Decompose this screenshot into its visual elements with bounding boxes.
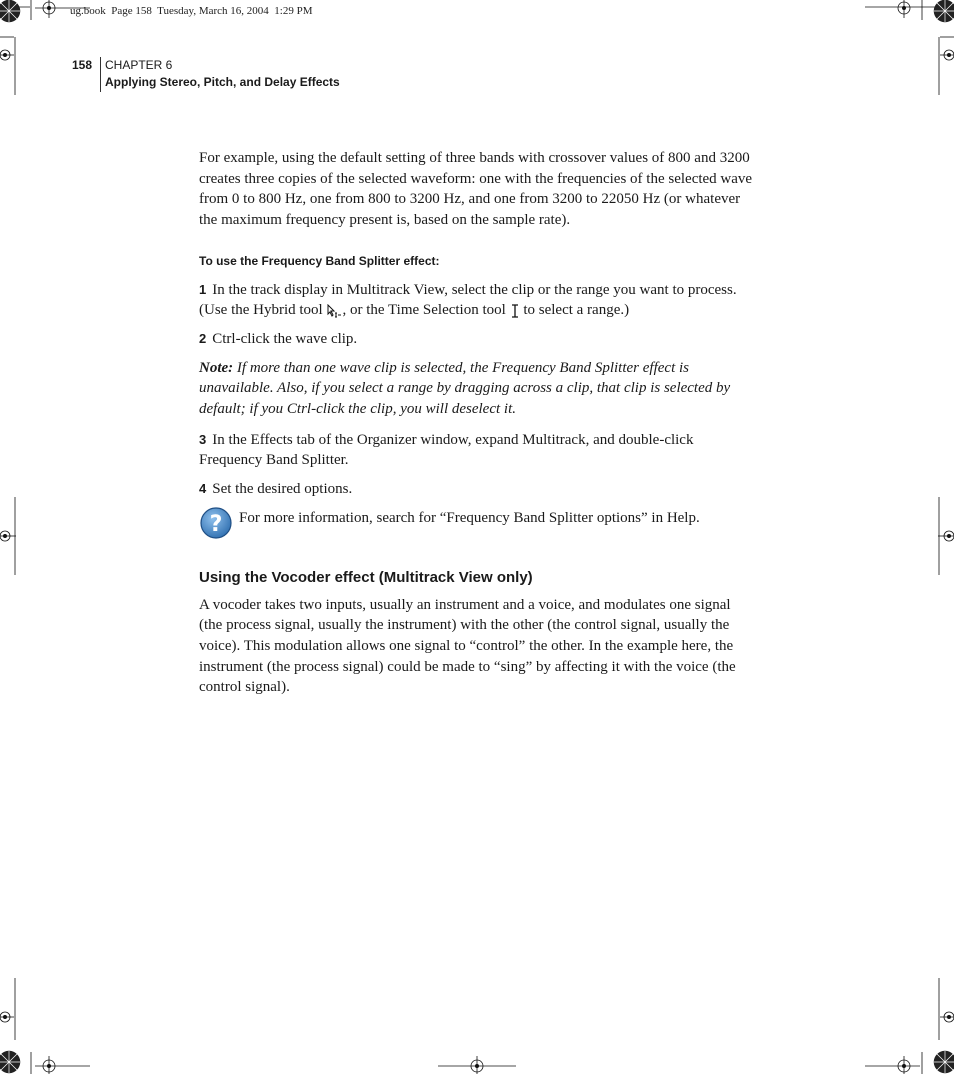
page-number: 158 xyxy=(72,58,93,72)
tip-text: For more information, search for “Frequency Band Splitter options” in Help. xyxy=(239,509,700,526)
step-1 xyxy=(199,280,757,321)
help-question-icon xyxy=(199,506,233,540)
step-number: 1 xyxy=(199,281,207,297)
note-label: Note: xyxy=(199,359,234,376)
step-text: Ctrl-click the wave clip. xyxy=(212,330,358,347)
step-2 xyxy=(199,329,757,350)
step-text: to select a range.) xyxy=(523,302,630,319)
step-3 xyxy=(199,430,757,471)
procedure-heading: To use the Frequency Band Splitter effect: xyxy=(199,253,440,268)
section-heading: Using the Vocoder effect (Multitrack View only) xyxy=(199,568,533,586)
svg-text:?: ? xyxy=(209,511,223,537)
step-text: Set the desired options. xyxy=(212,481,353,498)
note xyxy=(199,358,757,420)
hybrid-tool-icon xyxy=(326,304,342,318)
chapter-title: Applying Stereo, Pitch, and Delay Effects xyxy=(105,75,340,89)
time-selection-tool-icon xyxy=(510,304,520,318)
chapter-label: CHAPTER 6 xyxy=(105,58,173,72)
help-tip xyxy=(199,508,757,540)
step-number: 2 xyxy=(199,330,207,346)
step-4 xyxy=(199,479,757,500)
section-paragraph: A vocoder takes two inputs, usually an instrument and a voice, and modulates one signal (the process signal, usually the instrument) with the other (the control signal, usually the voice). This modulation allows one signal to “control” the other. In the example here, the instrument (the process signal) could be made to “sing” by affecting it with the voice (the control signal). xyxy=(199,596,736,696)
main-content xyxy=(199,148,757,698)
note-text: If more than one wave clip is selected, the Frequency Band Splitter effect is unavailable. Also, if you select a range by dragging across a clip, that clip is selected by default; if you Ctrl-click the clip, you will deselect it. xyxy=(199,359,731,418)
step-text: , or the Time Selection tool xyxy=(342,302,506,319)
step-number: 4 xyxy=(199,481,207,497)
step-text: In the Effects tab of the Organizer window, expand Multitrack, and double-click Frequency Band Splitter. xyxy=(199,431,694,469)
step-number: 3 xyxy=(199,431,207,447)
intro-paragraph: For example, using the default setting of three bands with crossover values of 800 and 3200 creates three copies of the selected waveform: one with the frequencies of the selected wave from 0 to 800 Hz, one from 800 to 3200 Hz, and one from 3200 to 22050 Hz (or whatever the maximum frequency present is, based on the sample rate). xyxy=(199,150,753,229)
header-divider xyxy=(100,57,101,92)
step-text: In the track display in Multitrack View, select the clip or the range you want to process. (Use the Hybrid tool xyxy=(199,281,737,319)
print-slug: ug.book Page 158 Tuesday, March 16, 2004 1:29 PM xyxy=(70,5,313,17)
